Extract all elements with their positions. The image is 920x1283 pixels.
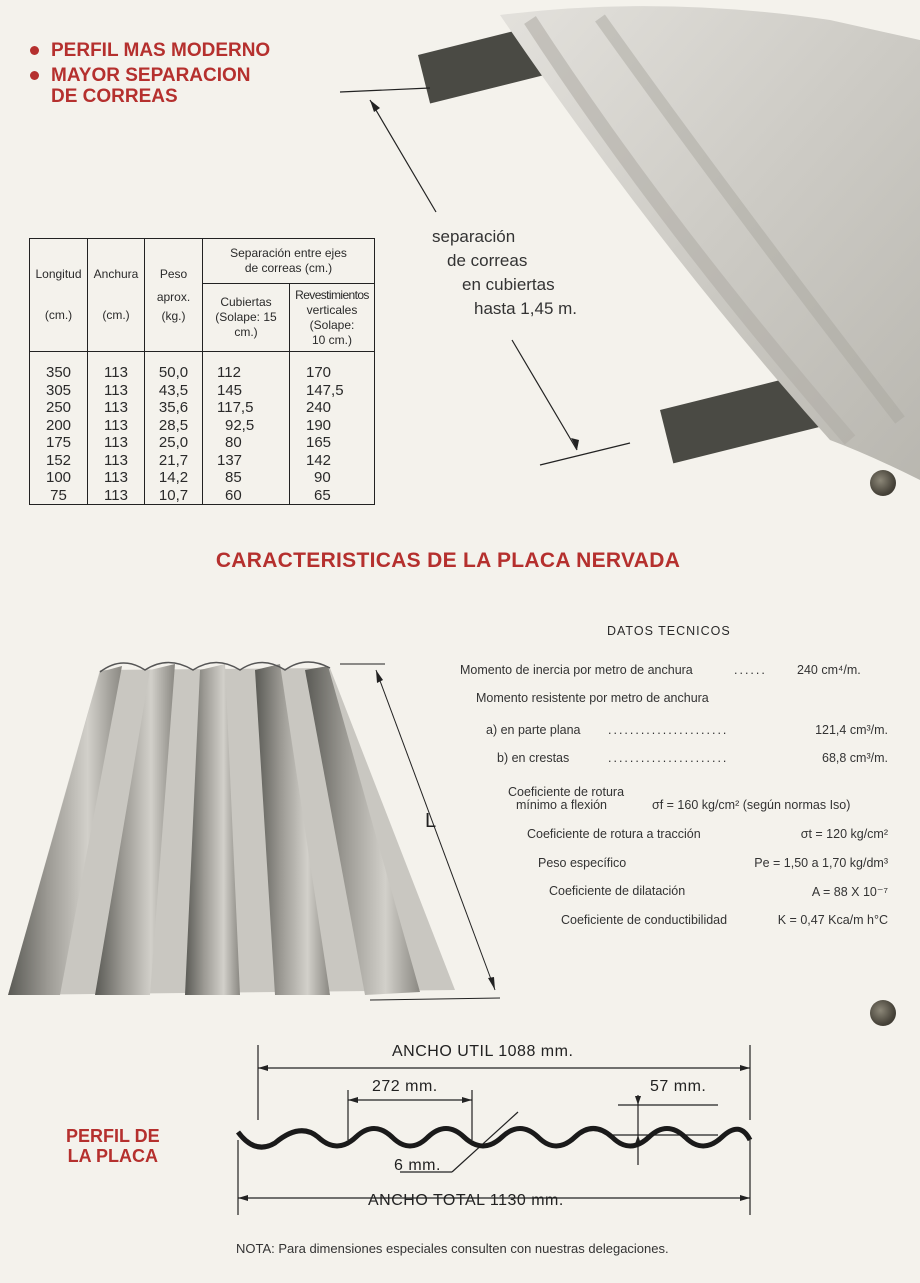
peso-especifico-label: Peso específico <box>538 856 627 870</box>
profile-wave <box>238 1129 750 1148</box>
bullet-item: MAYOR SEPARACION DE CORREAS <box>30 65 270 107</box>
binder-hole-icon <box>870 470 896 496</box>
parte-plana-dots: ...................... <box>608 723 729 737</box>
ancho-total-label: ANCHO TOTAL 1130 mm. <box>368 1192 564 1209</box>
table-row <box>30 352 375 505</box>
bullet-icon <box>30 46 39 55</box>
parte-plana-label: a) en parte plana <box>486 723 581 737</box>
col-revestimientos: 170 147,5 240 190 165 142 90 65 <box>290 352 375 505</box>
ancho-util-label: ANCHO UTIL 1088 mm. <box>392 1043 574 1060</box>
conductibilidad-label: Coeficiente de conductibilidad <box>561 913 728 927</box>
dilatacion-label: Coeficiente de dilatación <box>549 884 686 898</box>
height-label: 57 mm. <box>650 1078 707 1095</box>
col-cubiertas: 112 145 117,5 92,5 80 137 85 60 <box>203 352 290 505</box>
col-header-separacion: Separación entre ejes de correas (cm.) <box>203 239 375 284</box>
length-label: L <box>425 810 437 832</box>
dimension-line-top <box>340 88 430 92</box>
crestas-value: 68,8 cm³/m. <box>822 751 888 765</box>
binder-hole-icon <box>870 1000 896 1026</box>
thickness-label: 6 mm. <box>394 1157 441 1174</box>
roof-sheet-photo <box>330 0 920 520</box>
crestas-dots: ...................... <box>608 751 729 765</box>
traccion-value: σt = 120 kg/cm² <box>800 827 888 841</box>
perfil-label: PERFIL DE LA PLACA <box>66 1126 160 1166</box>
traccion-label: Coeficiente de rotura a tracción <box>527 827 701 841</box>
spec-table <box>29 238 375 505</box>
feature-bullets <box>30 40 270 111</box>
parte-plana-value: 121,4 cm³/m. <box>815 723 888 737</box>
bullet-item: PERFIL MAS MODERNO <box>30 40 270 61</box>
col-header-revestimientos: Revestimientos verticales (Solape: 10 cm.) <box>290 284 375 352</box>
col-header-cubiertas: Cubiertas (Solape: 15 cm.) <box>203 284 290 352</box>
dimension-line-bottom <box>540 443 630 465</box>
crestas-label: b) en crestas <box>497 751 570 765</box>
conductibilidad-value: K = 0,47 Kca/m h°C <box>777 913 888 927</box>
momento-inercia-dots: ...... <box>734 663 767 677</box>
flexion-value: σf = 160 kg/cm² (según normas Iso) <box>652 798 851 812</box>
bullet-icon <box>30 71 39 80</box>
momento-inercia-label: Momento de inercia por metro de anchura <box>460 663 693 677</box>
momento-inercia-value: 240 cm⁴/m. <box>797 663 861 677</box>
thickness-leader <box>452 1112 518 1172</box>
separation-caption: separación de correas en cubiertas hasta 1,45 m. <box>432 227 578 318</box>
col-header-longitud: Longitud (cm.) <box>30 239 88 352</box>
datos-title: DATOS TECNICOS <box>607 624 731 638</box>
section-heading: CARACTERISTICAS DE LA PLACA NERVADA <box>215 549 681 572</box>
col-peso: 50,0 43,5 35,6 28,5 25,0 21,7 14,2 10,7 <box>145 352 203 505</box>
peso-especifico-value: Pe = 1,50 a 1,70 kg/dm³ <box>754 856 888 870</box>
flexion-label-1: Coeficiente de rotura <box>508 785 625 799</box>
dilatacion-value: A = 88 X 10⁻⁷ <box>811 885 888 899</box>
col-header-peso: Peso aprox. (kg.) <box>145 239 203 352</box>
nota: NOTA: Para dimensiones especiales consulten con nuestras delegaciones. <box>236 1241 669 1256</box>
col-longitud: 350 305 250 200 175 152 100 75 <box>30 352 88 505</box>
pitch-label: 272 mm. <box>372 1078 438 1095</box>
col-header-anchura: Anchura (cm.) <box>88 239 145 352</box>
momento-resistente-label: Momento resistente por metro de anchura <box>476 691 709 705</box>
flexion-label-2: mínimo a flexión <box>516 798 608 812</box>
col-anchura: 113 113 113 113 113 113 113 113 <box>88 352 145 505</box>
